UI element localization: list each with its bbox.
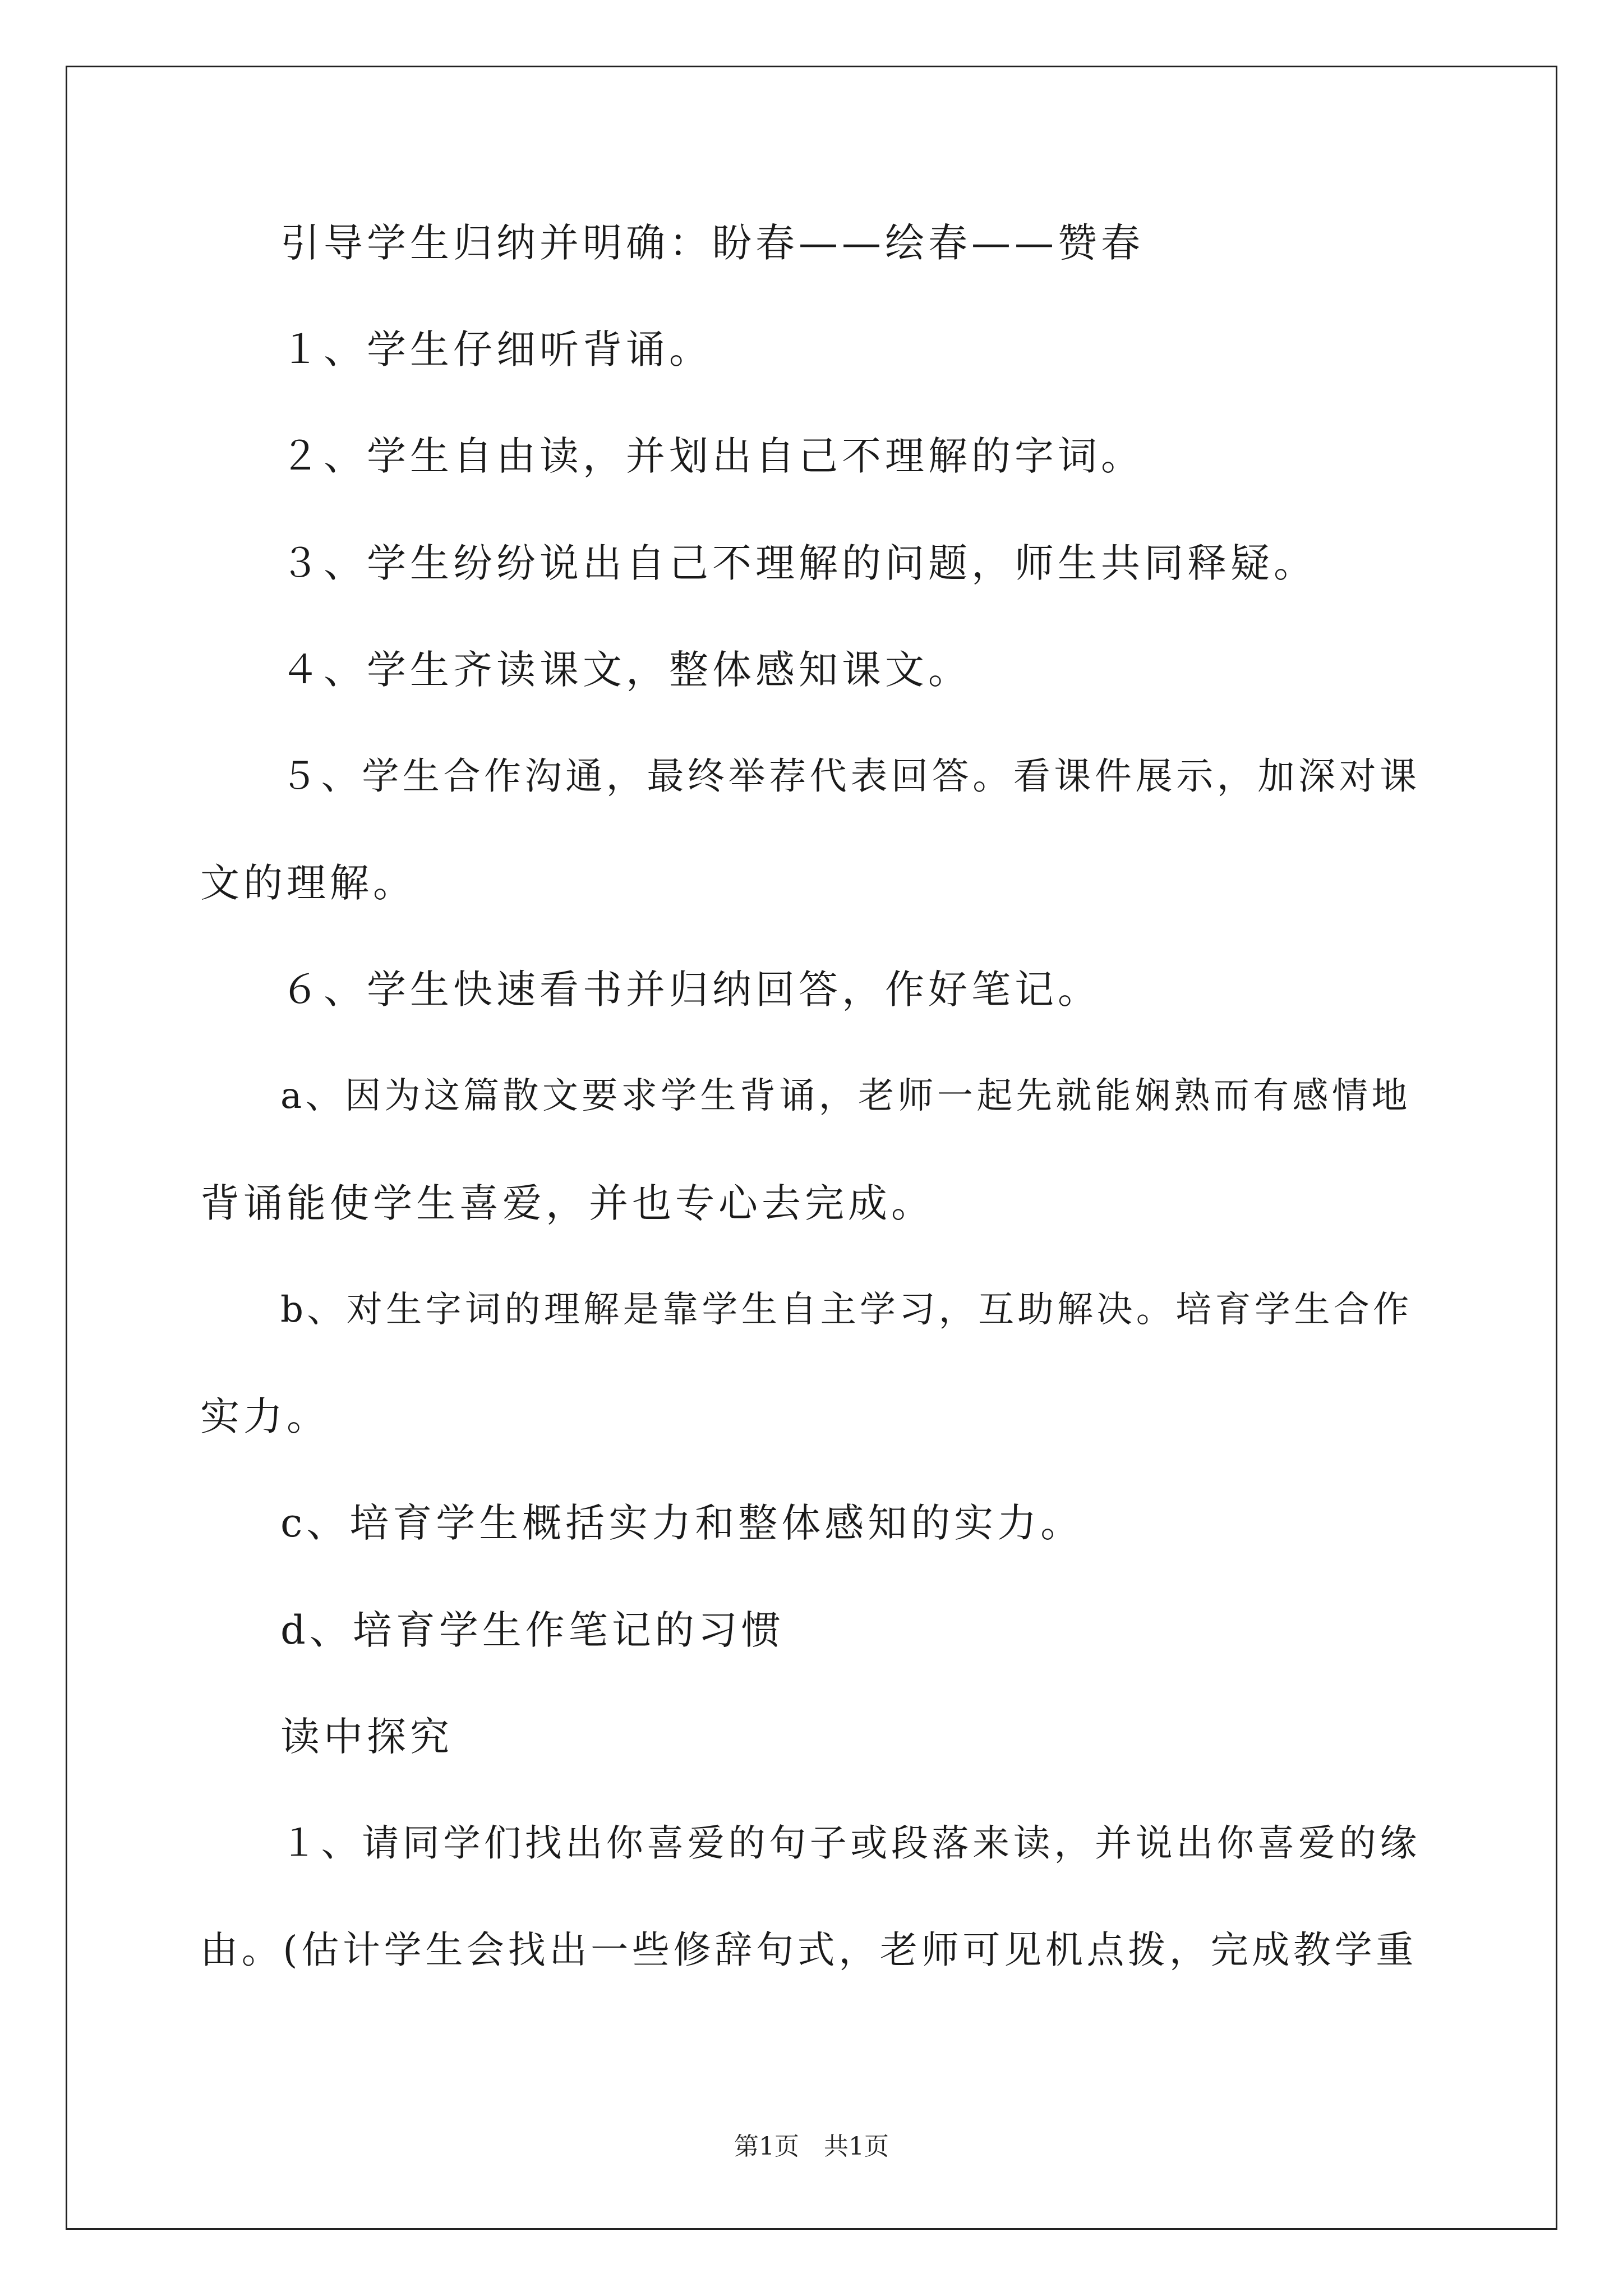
section-heading: 读中探究 (280, 1714, 453, 1760)
page-border (66, 66, 1557, 2230)
text-line-11: b、对生字词的理解是靠学生自主学习，互助解决。培育学生合作 (280, 1289, 1413, 1331)
text-line-17: 由。(估计学生会找出一些修辞句式，老师可见机点拨，完成教学重 (200, 1928, 1418, 1972)
text-line-4: ３、学生纷纷说出自己不理解的问题，师生共同释疑。 (280, 540, 1317, 586)
text-line-1: 引导学生归纳并明确：盼春——绘春——赞春 (280, 220, 1144, 266)
text-line-9: a、因为这篇散文要求学生背诵，老师一起先就能娴熟而有感情地 (280, 1075, 1411, 1117)
text-line-8: ６、学生快速看书并归纳回答，作好笔记。 (280, 967, 1101, 1013)
text-line-13: c、培育学生概括实力和整体感知的实力。 (280, 1500, 1084, 1546)
text-line-2: １、学生仔细听背诵。 (280, 326, 712, 372)
text-line-3: ２、学生自由读，并划出自己不理解的字词。 (280, 433, 1144, 479)
text-line-7: 文的理解。 (200, 860, 416, 906)
text-line-6: ５、学生合作沟通，最终举荐代表回答。看课件展示，加深对课 (280, 754, 1421, 798)
text-line-5: ４、学生齐读课文，整体感知课文。 (280, 647, 971, 693)
text-line-14: d、培育学生作笔记的习惯 (280, 1607, 785, 1653)
text-line-12: 实力。 (200, 1393, 330, 1439)
text-line-16: １、请同学们找出你喜爱的句子或段落来读，并说出你喜爱的缘 (280, 1821, 1421, 1865)
page-number-footer: 第1页 共1页 (734, 2132, 889, 2161)
text-line-10: 背诵能使学生喜爱，并也专心去完成。 (200, 1180, 934, 1226)
